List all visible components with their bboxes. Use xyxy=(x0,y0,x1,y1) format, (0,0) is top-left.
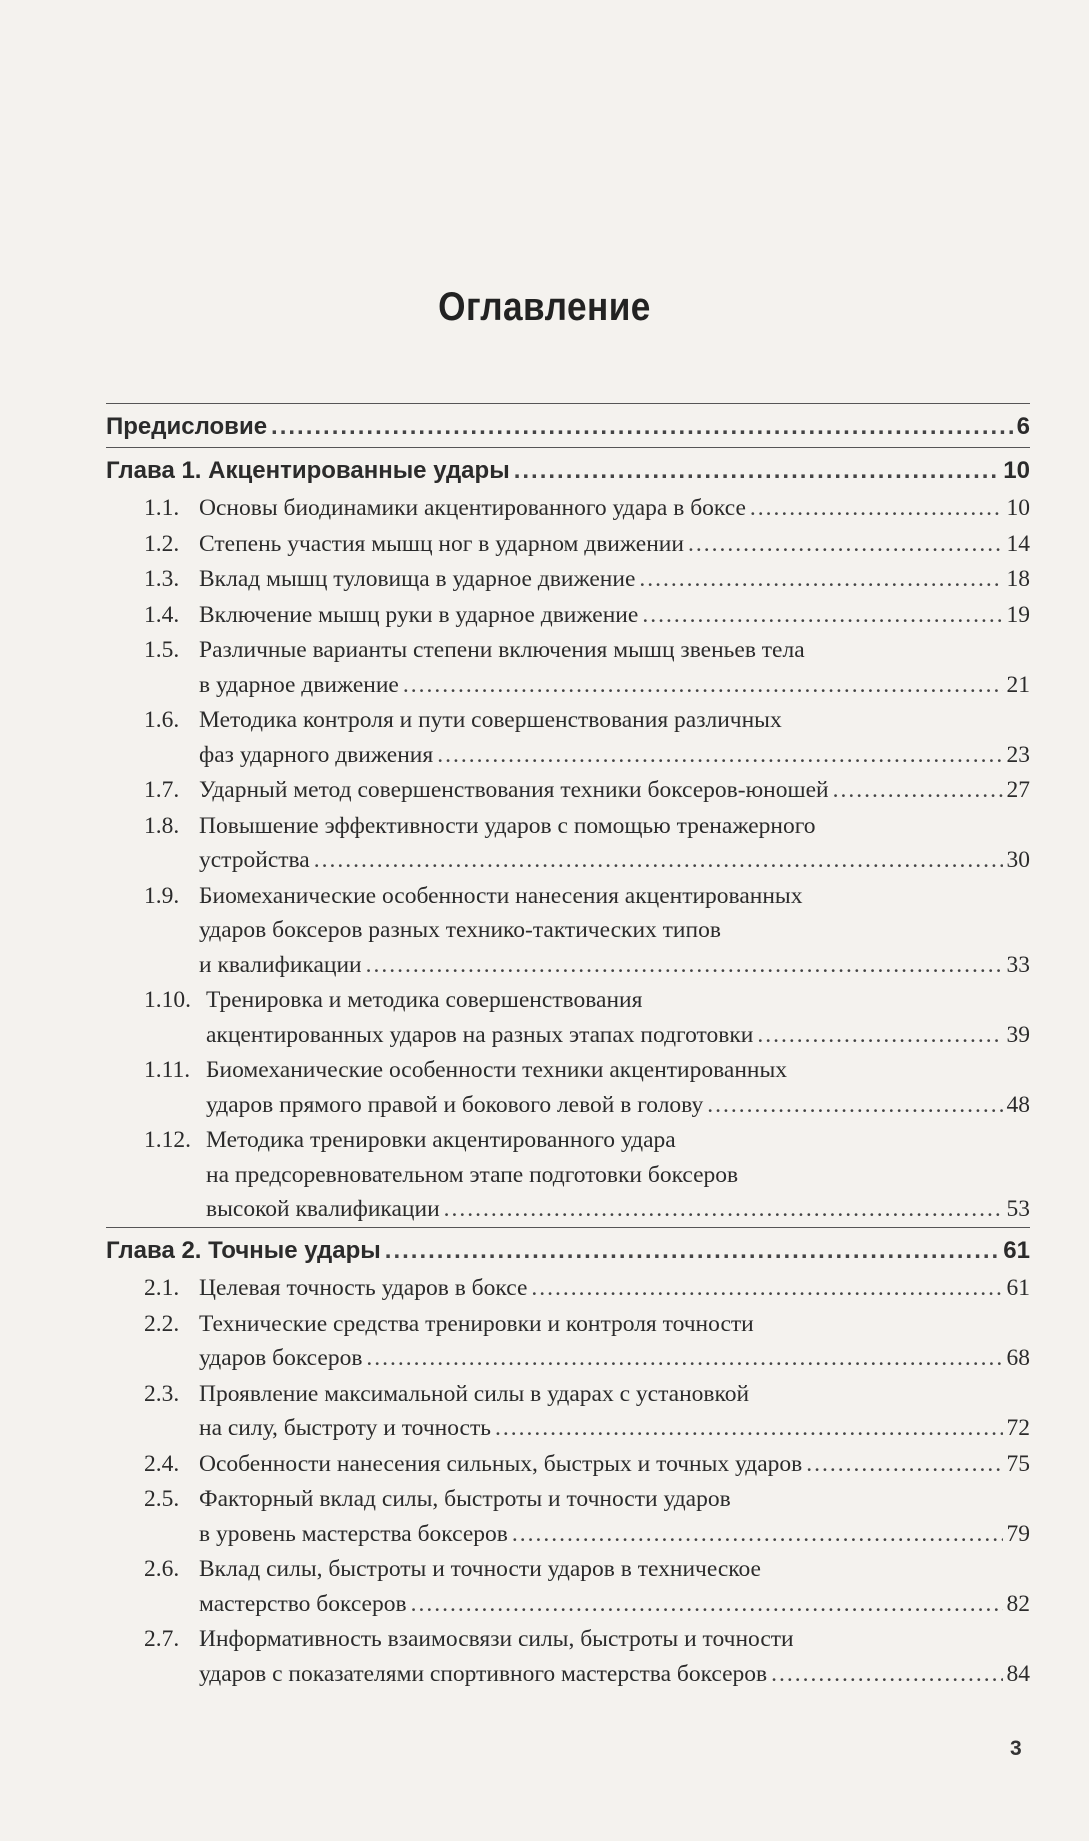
toc-section-entry[interactable] xyxy=(106,1447,1030,1482)
entry-title-text: Методика тренировки акцентированного удара xyxy=(206,1127,676,1153)
dot-leader xyxy=(514,454,1000,489)
toc-section-entry[interactable] xyxy=(106,809,1030,878)
entry-title-line xyxy=(199,843,1030,878)
entry-title xyxy=(106,454,1030,489)
entry-title-line xyxy=(106,454,1030,489)
dot-leader xyxy=(757,1018,1002,1053)
dot-leader xyxy=(642,598,1002,633)
entry-title-line xyxy=(199,1517,1030,1552)
entry-title xyxy=(144,562,1030,597)
section-number: 1.11. xyxy=(144,1057,191,1083)
dot-leader xyxy=(707,1088,1002,1123)
entry-title-line xyxy=(199,1411,1030,1446)
entry-page-number: 53 xyxy=(1006,1196,1030,1222)
entry-title-line xyxy=(199,527,1030,562)
dot-leader xyxy=(437,738,1002,773)
entry-title-line xyxy=(199,1552,1030,1587)
entry-title-text: в уровень мастерства боксеров xyxy=(199,1520,508,1547)
entry-title-text: Различные варианты степени включения мышц звеньев тела xyxy=(199,637,805,663)
entry-title-line xyxy=(199,1657,1030,1692)
entry-title xyxy=(144,1622,1030,1691)
entry-title-text: Проявление максимальной силы в ударах с установкой xyxy=(199,1380,750,1407)
toc-section-entry[interactable] xyxy=(106,562,1030,597)
entry-page-number: 14 xyxy=(1006,530,1030,557)
entry-title-text: Факторный вклад силы, быстроты и точности ударов xyxy=(199,1486,731,1512)
entry-title-text: Степень участия мышц ног в ударном движении xyxy=(199,530,684,557)
entry-title-text: Вклад силы, быстроты и точности ударов в техническое xyxy=(199,1556,761,1582)
entry-title xyxy=(144,1552,1030,1621)
toc-section-entry[interactable] xyxy=(106,633,1030,702)
toc-chapter-entry[interactable] xyxy=(106,404,1030,447)
dot-leader xyxy=(366,1341,1002,1376)
entry-title xyxy=(106,1234,1030,1269)
section-number: 1.9. xyxy=(144,882,180,909)
entry-title-line xyxy=(199,703,1030,738)
toc-section-entry[interactable] xyxy=(106,1552,1030,1621)
dot-leader xyxy=(806,1447,1002,1482)
entry-title-line xyxy=(199,1587,1030,1622)
entry-title-line xyxy=(206,1053,1030,1088)
section-number: 2.7. xyxy=(144,1626,180,1652)
toc-section-entry[interactable] xyxy=(106,1377,1030,1446)
entry-page-number: 61 xyxy=(1003,1236,1030,1264)
section-number: 1.8. xyxy=(144,812,180,839)
dot-leader xyxy=(833,773,1003,808)
toc-section-entry[interactable] xyxy=(106,773,1030,808)
entry-title-text: на предсоревновательном этапе подготовки боксеров xyxy=(206,1161,739,1188)
entry-title-line xyxy=(206,983,1030,1018)
entry-page-number: 82 xyxy=(1006,1590,1030,1617)
toc-section-entry[interactable] xyxy=(106,703,1030,772)
entry-title-line xyxy=(199,1271,1030,1306)
dot-leader xyxy=(512,1517,1003,1552)
toc-section-entry[interactable] xyxy=(106,879,1030,983)
entry-page-number: 10 xyxy=(1003,456,1030,484)
dot-leader xyxy=(639,562,1002,597)
entry-title-line xyxy=(199,948,1030,983)
toc-section-entry[interactable] xyxy=(106,598,1030,633)
dot-leader xyxy=(411,1587,1003,1622)
entry-page-number: 75 xyxy=(1006,1450,1030,1477)
entry-title-text: акцентированных ударов на разных этапах подготовки xyxy=(206,1021,754,1048)
entry-title-line xyxy=(206,1123,1030,1158)
entry-title-text: Биомеханические особенности нанесения акцентированных xyxy=(199,882,803,909)
entry-title xyxy=(144,809,1030,878)
entry-title xyxy=(144,983,1030,1052)
entry-title-text: мастерство боксеров xyxy=(199,1590,407,1617)
toc-chapter-entry[interactable] xyxy=(106,448,1030,491)
entry-title-text: Основы биодинамики акцентированного удара в боксе xyxy=(199,495,746,521)
entry-title xyxy=(106,410,1030,445)
section-number: 1.6. xyxy=(144,707,180,733)
entry-title xyxy=(144,1053,1030,1122)
entry-title-text: и квалификации xyxy=(199,951,362,978)
entry-title-text: Тренировка и методика совершенствования xyxy=(206,987,643,1013)
section-number: 1.3. xyxy=(144,566,180,592)
toc-section-entry[interactable] xyxy=(106,1053,1030,1122)
dot-leader xyxy=(366,948,1003,983)
entry-title-text: Глава 2. Точные удары xyxy=(106,1236,381,1264)
dot-leader xyxy=(771,1657,1002,1692)
entry-title-text: в ударное движение xyxy=(199,671,399,698)
toc-section-entry[interactable] xyxy=(106,491,1030,526)
entry-title-text: на силу, быстроту и точность xyxy=(199,1415,491,1441)
section-number: 2.2. xyxy=(144,1310,180,1337)
entry-title-line xyxy=(199,1447,1030,1482)
entry-page-number: 61 xyxy=(1006,1275,1030,1301)
entry-title-line xyxy=(199,738,1030,773)
toc-section-entry[interactable] xyxy=(106,1271,1030,1306)
entry-title-text: ударов боксеров xyxy=(199,1345,363,1371)
dot-leader xyxy=(495,1411,1003,1446)
entry-title-text: высокой квалификации xyxy=(206,1196,440,1222)
entry-title-line xyxy=(206,1018,1030,1053)
table-of-contents xyxy=(106,403,1030,1691)
entry-title xyxy=(144,1307,1030,1376)
entry-page-number: 30 xyxy=(1006,847,1030,873)
toc-chapter-entry[interactable] xyxy=(106,1228,1030,1271)
entry-title-text: Включение мышц руки в ударное движение xyxy=(199,601,639,628)
entry-page-number: 27 xyxy=(1006,777,1030,803)
entry-title-text: ударов боксеров разных технико-тактических типов xyxy=(199,917,721,943)
toc-section-entry[interactable] xyxy=(106,1123,1030,1227)
page-number: 3 xyxy=(1010,1737,1022,1760)
dot-leader xyxy=(444,1192,1003,1227)
section-number: 1.2. xyxy=(144,530,180,557)
section-number: 1.4. xyxy=(144,601,180,628)
section-number: 1.12. xyxy=(144,1127,191,1153)
entry-page-number: 18 xyxy=(1006,566,1030,592)
entry-title-text: Биомеханические особенности техники акцентированных xyxy=(206,1057,788,1083)
toc-section-entry[interactable] xyxy=(106,1482,1030,1551)
entry-title-text: ударов с показателями спортивного мастерства боксеров xyxy=(199,1660,768,1687)
entry-title xyxy=(144,879,1030,983)
entry-page-number: 33 xyxy=(1006,951,1030,978)
dot-leader xyxy=(531,1271,1002,1306)
entry-title xyxy=(144,1123,1030,1227)
entry-title-line xyxy=(199,879,1030,914)
entry-page-number: 72 xyxy=(1006,1415,1030,1441)
entry-title-line xyxy=(199,491,1030,526)
page-title: Оглавление xyxy=(438,285,651,329)
entry-title-line xyxy=(199,1482,1030,1517)
entry-page-number: 39 xyxy=(1006,1021,1030,1048)
dot-leader xyxy=(688,527,1003,562)
toc-section-entry[interactable] xyxy=(106,983,1030,1052)
entry-title-line xyxy=(199,1341,1030,1376)
entry-title xyxy=(144,1271,1030,1306)
entry-title-line xyxy=(199,562,1030,597)
entry-title xyxy=(144,1377,1030,1446)
entry-page-number: 21 xyxy=(1006,671,1030,698)
entry-page-number: 79 xyxy=(1006,1520,1030,1547)
entry-title-text: Ударный метод совершенствования техники боксеров-юношей xyxy=(199,777,829,803)
section-number: 2.6. xyxy=(144,1556,180,1582)
dot-leader xyxy=(385,1234,1000,1269)
entry-title xyxy=(144,598,1030,633)
entry-title-text: Особенности нанесения сильных, быстрых и точных ударов xyxy=(199,1450,803,1477)
entry-title-line xyxy=(199,668,1030,703)
entry-page-number: 84 xyxy=(1006,1660,1030,1687)
section-number: 1.7. xyxy=(144,777,180,803)
section-number: 1.5. xyxy=(144,637,180,663)
entry-title-text: Информативность взаимосвязи силы, быстроты и точности xyxy=(199,1626,794,1652)
entry-title-line xyxy=(199,598,1030,633)
entry-title-line xyxy=(199,1377,1030,1412)
toc-section-entry[interactable] xyxy=(106,1622,1030,1691)
section-number: 2.4. xyxy=(144,1450,180,1477)
entry-title-line xyxy=(199,913,1030,948)
entry-page-number: 10 xyxy=(1006,495,1030,521)
entry-title-line xyxy=(106,1234,1030,1269)
entry-page-number: 23 xyxy=(1006,741,1030,768)
entry-title-line xyxy=(206,1088,1030,1123)
dot-leader xyxy=(271,410,1013,445)
section-number: 1.1. xyxy=(144,495,180,521)
entry-title-line xyxy=(106,410,1030,445)
entry-title-line xyxy=(199,1622,1030,1657)
entry-title-line xyxy=(199,1307,1030,1342)
entry-title-line xyxy=(199,633,1030,668)
entry-title xyxy=(144,703,1030,772)
section-number: 2.5. xyxy=(144,1486,180,1512)
dot-leader xyxy=(750,491,1003,526)
entry-title xyxy=(144,1447,1030,1482)
entry-title xyxy=(144,1482,1030,1551)
entry-page-number: 48 xyxy=(1006,1091,1030,1118)
entry-title-text: Вклад мышц туловища в ударное движение xyxy=(199,566,636,592)
section-number: 1.10. xyxy=(144,987,191,1013)
toc-section-entry[interactable] xyxy=(106,527,1030,562)
entry-title-text: Предисловие xyxy=(106,413,268,440)
section-number: 2.1. xyxy=(144,1275,180,1301)
entry-page-number: 19 xyxy=(1006,601,1030,628)
entry-page-number: 68 xyxy=(1006,1345,1030,1371)
entry-title-line xyxy=(206,1158,1030,1193)
entry-title xyxy=(144,491,1030,526)
entry-title xyxy=(144,773,1030,808)
entry-page-number: 6 xyxy=(1016,413,1030,440)
dot-leader xyxy=(314,843,1003,878)
toc-section-entry[interactable] xyxy=(106,1307,1030,1376)
entry-title xyxy=(144,633,1030,702)
entry-title-text: Повышение эффективности ударов с помощью тренажерного xyxy=(199,812,816,839)
entry-title-line xyxy=(206,1192,1030,1227)
entry-title xyxy=(144,527,1030,562)
entry-title-text: Целевая точность ударов в боксе xyxy=(199,1275,528,1301)
entry-title-line xyxy=(199,773,1030,808)
dot-leader xyxy=(403,668,1003,703)
section-number: 2.3. xyxy=(144,1380,180,1407)
entry-title-text: Методика контроля и пути совершенствования различных xyxy=(199,707,782,733)
entry-title-text: устройства xyxy=(199,847,310,873)
entry-title-text: фаз ударного движения xyxy=(199,741,434,768)
entry-title-text: ударов прямого правой и бокового левой в голову xyxy=(206,1091,704,1118)
entry-title-line xyxy=(199,809,1030,844)
entry-title-text: Технические средства тренировки и контроля точности xyxy=(199,1310,754,1337)
entry-title-text: Глава 1. Акцентированные удары xyxy=(106,456,510,484)
